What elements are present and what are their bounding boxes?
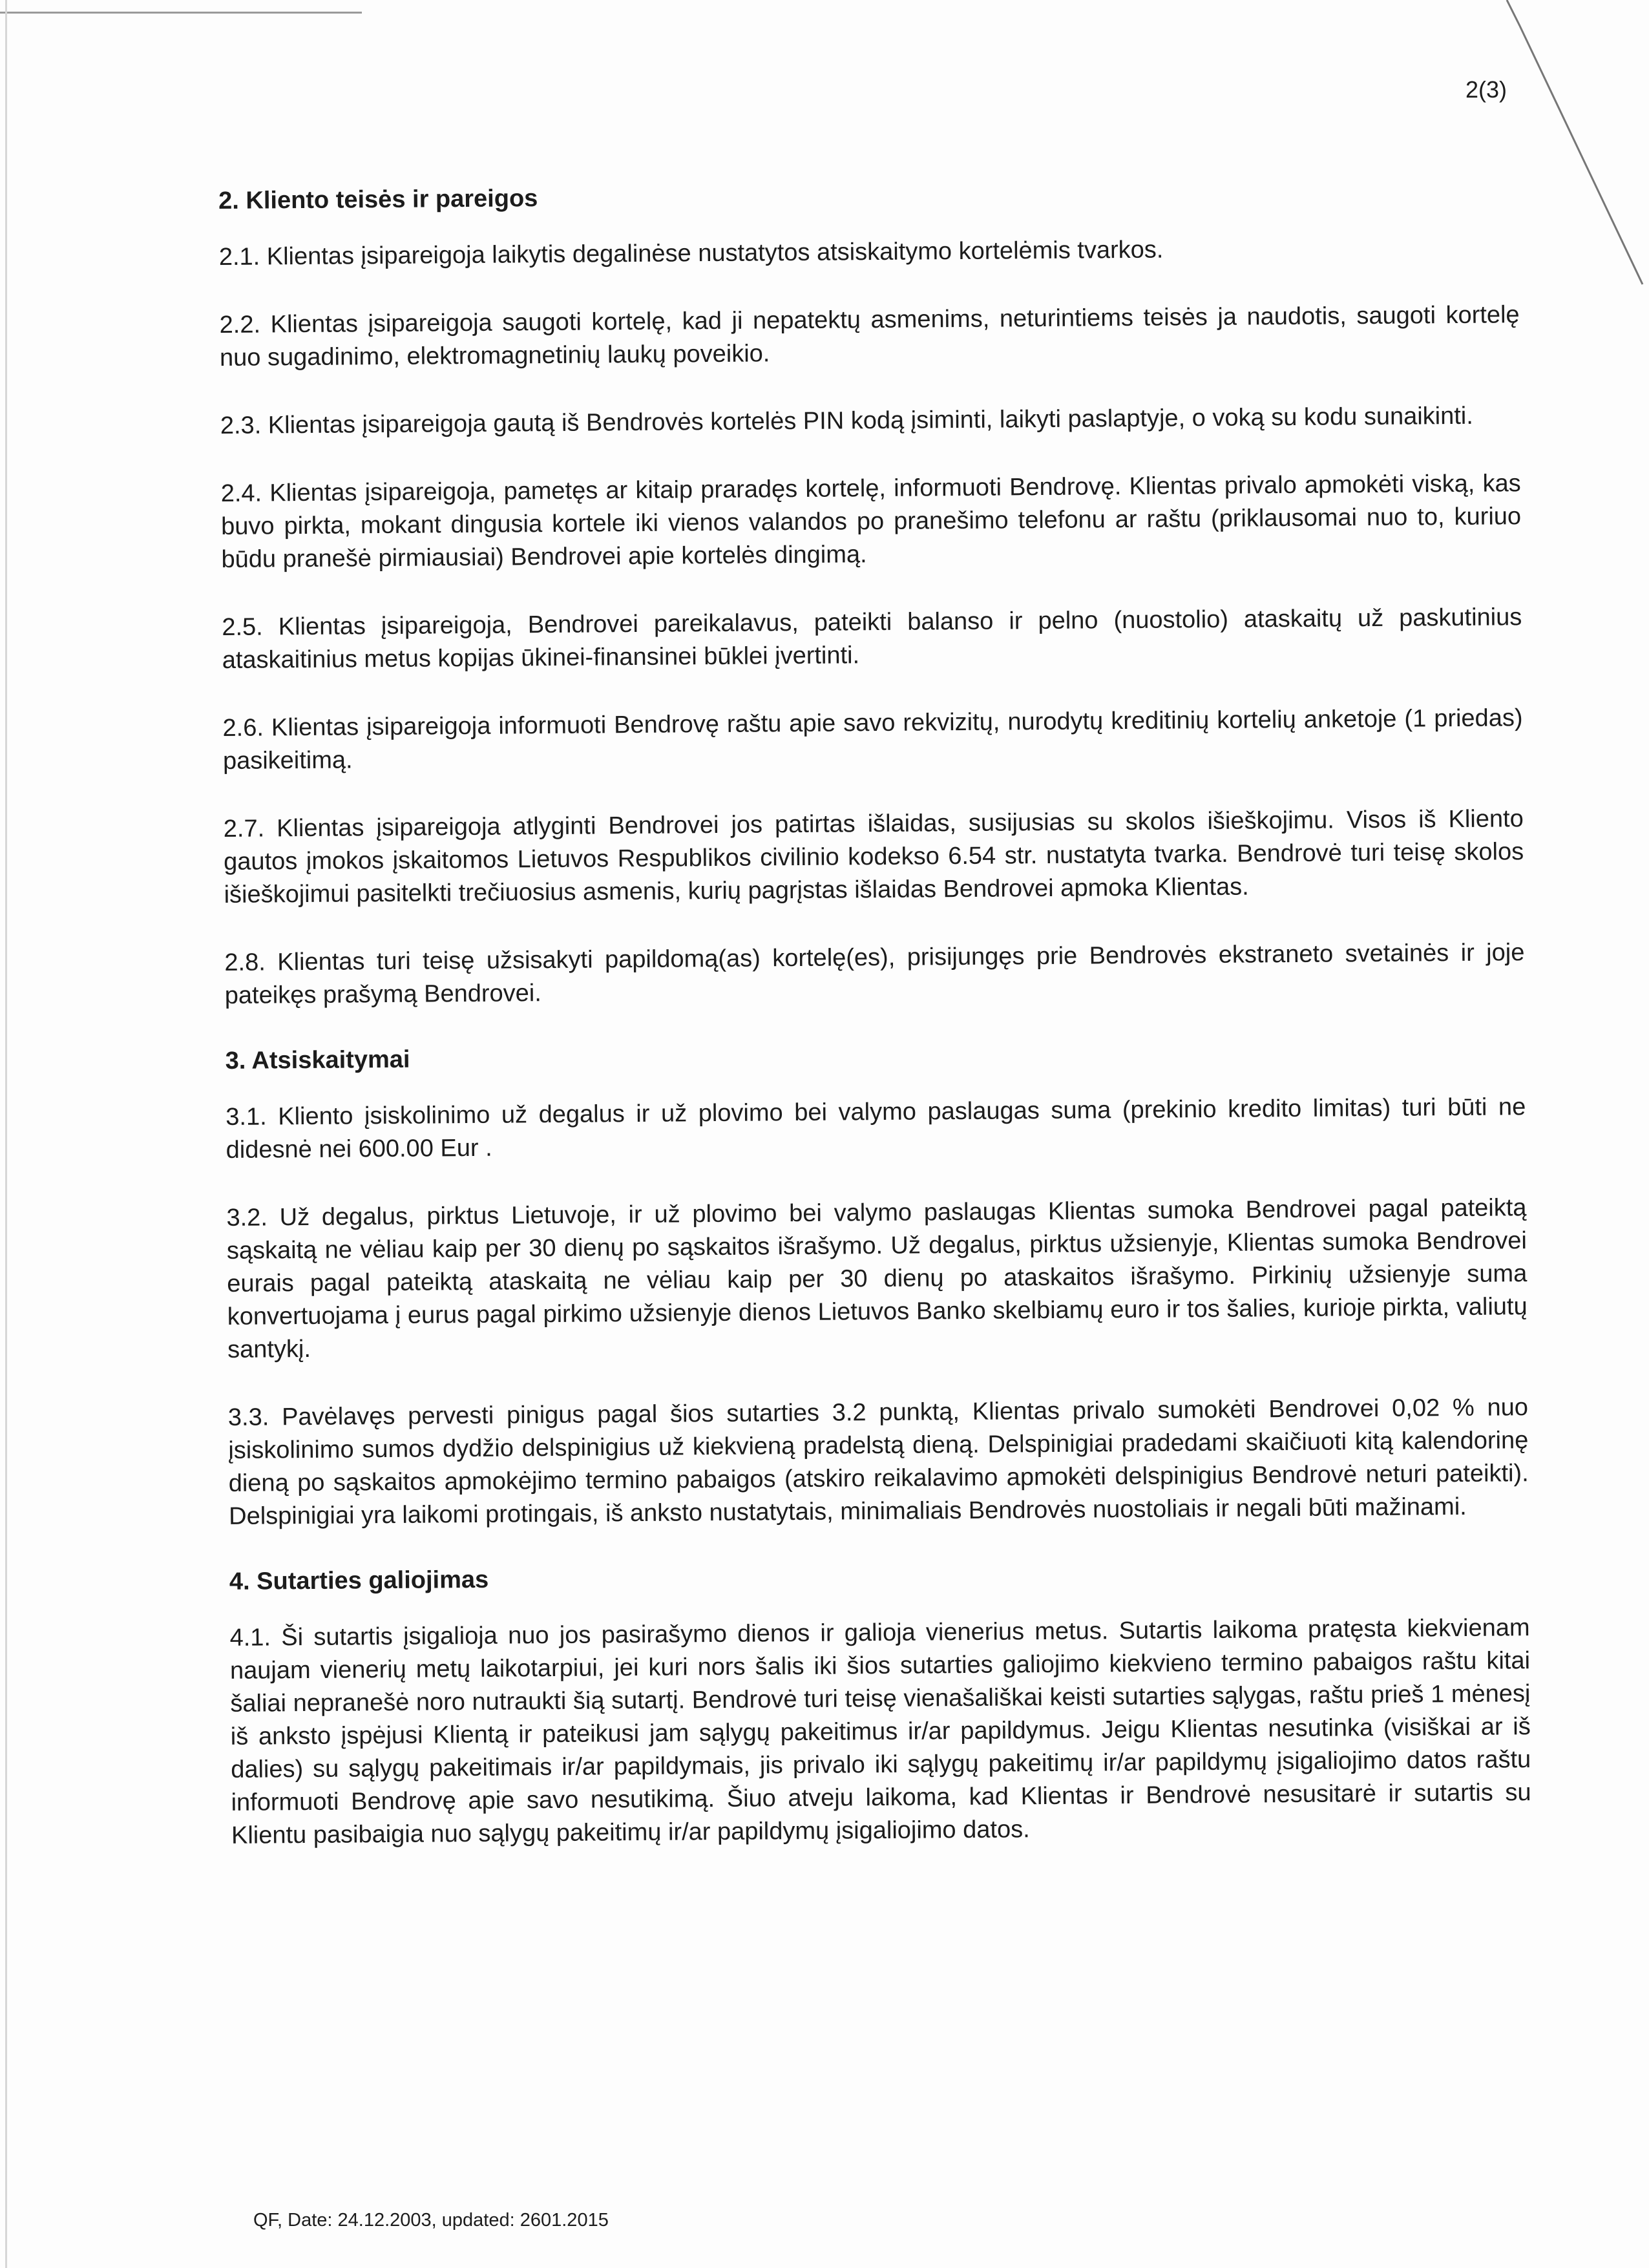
clause-2-1: 2.1. Klientas įsipareigoja laikytis degalinėse nustatytos atsiskaitymo kortelėmis tvarkos.: [218, 236, 1164, 271]
clause-4-1: 4.1. Ši sutartis įsigalioja nuo jos pasirašymo dienos ir galioja vienerius metus. Sutartis laikoma pratęsta kiekvienam naujam vienerių metų laikotarpiui, jei kuri nors šalis iki šios sutarties galiojimo kiekvieno termino pabaigos raštu kitai šaliai nepranešė noro nutraukti šią sutartį. Bendrovė turi teisę vienašališkai keisti sutarties sąlygas, raštu prieš 1 mėnesį iš anksto įspėjusi Klientą ir pateikusi jam sąlygų pakeitimus ir/ar papildymus. Jeigu Klientas nesutinka (visiškai ar iš dalies) su sąlygų pakeitimais ir/ar papildymais, jis privalo iki sąlygų pakeitimų ir/ar papildymų įsigaliojimo datos raštu informuoti Bendrovę apie savo nesutikimą. Šiuo atveju laikoma, kad Klientas ir Bendrovė nesusitarė ir sutartis su Klientu pasibaigia nuo sąlygų pakeitimų ir/ar papildymų įsigaliojimo datos.: [229, 1614, 1531, 1849]
scan-edge-line: [0, 12, 362, 14]
clause-2-7: 2.7. Klientas įsipareigoja atlyginti Bendrovei jos patirtas išlaidas, susijusias su skolos išieškojimu. Visos iš Kliento gautos įmokos įskaitomos Lietuvos Respublikos civilinio kodekso 6.54 str. nustatyta tvarka. Bendrovė turi teisę skolos išieškojimui pasitelkti trečiuosius asmenis, kurių pagrįstas išlaidas Bendrovei apmoka Klientas.: [223, 805, 1524, 908]
clause-2-8: 2.8. Klientas turi teisę užsisakyti papildomą(as) kortelę(es), prisijungęs prie Bendrovės ekstraneto svetainės ir joje pateikęs prašymą Bendrovei.: [224, 939, 1525, 1009]
clause-2-2: 2.2. Klientas įsipareigoja saugoti kortelę, kad ji nepatektų asmenims, neturintiems teisės ja naudotis, saugoti kortelę nuo sugadinimo, elektromagnetinių laukų poveikio.: [219, 301, 1520, 372]
section-client-rights: [218, 177, 1525, 1013]
scan-edge-line-left: [5, 0, 7, 2268]
section-payments: [225, 1037, 1529, 1533]
clause-2-3: 2.3. Klientas įsipareigoja gautą iš Bendrovės kortelės PIN kodą įsiminti, laikyti paslaptyje, o voką su kodu sunaikinti.: [220, 402, 1474, 439]
clause-3-2: 3.2. Už degalus, pirktus Lietuvoje, ir už plovimo bei valymo paslaugas Klientas sumoka Bendrovei pagal pateiktą sąskaitą ne vėliau kaip per 30 dienų po sąskaitos išrašymo. Už degalus, pirktus užsienyje, Klientas sumoka Bendrovei eurais pagal pateiktą ataskaitą ne vėliau kaip per 30 dienų po ataskaitos išrašymo. Pirkinių užsienyje suma konvertuojama į eurus pagal pirkimo užsienyje dienos Lietuvos Banko skelbiamų euro ir tos šalies, kurioje pirkta, valiutų santykį.: [226, 1194, 1528, 1363]
section-heading: 3. Atsiskaitymai: [225, 1045, 410, 1075]
section-validity: [229, 1558, 1531, 1853]
section-heading: 4. Sutarties galiojimas: [229, 1566, 489, 1595]
footer-date: QF, Date: 24.12.2003, updated: 2601.2015: [253, 2210, 609, 2231]
clause-2-6: 2.6. Klientas įsipareigoja informuoti Bendrovę raštu apie savo rekvizitų, nurodytų kreditinių kortelių anketoje (1 priedas) pasikeitimą.: [222, 704, 1523, 775]
clause-3-3: 3.3. Pavėlavęs pervesti pinigus pagal šios sutarties 3.2 punktą, Klientas privalo sumokėti Bendrovei 0,02 % nuo įsiskolinimo sumos dydžio delspinigius už kiekvieną pradelstą dieną. Delspinigiai pradedami skaičiuoti kitą kalendorinę dieną po sąskaitos apmokėjimo termino pabaigos (atskiro reikalavimo apmokėti delspinigius Bendrovė neturi pateikti). Delspinigiai yra laikomi protingais, iš anksto nustatytais, minimaliais Bendrovės nuostoliais ir negali būti mažinami.: [227, 1394, 1529, 1530]
section-heading: 2. Kliento teisės ir pareigos: [218, 185, 538, 215]
clause-2-4: 2.4. Klientas įsipareigoja, pametęs ar kitaip praradęs kortelę, informuoti Bendrovę. Klientas privalo apmokėti viską, kas buvo pirkta, mokant dingusia kortele iki vienos valandos po pranešimo telefonu ar raštu (priklausomai nuo to, kuriuo būdu pranešė pirmiausiai) Bendrovei apie kortelės dingimą.: [220, 470, 1522, 573]
document-body: [218, 177, 1532, 1887]
page-number: 2(3): [1465, 76, 1507, 103]
clause-2-5: 2.5. Klientas įsipareigoja, Bendrovei pareikalavus, pateikti balanso ir pelno (nuostolio) ataskaitų už paskutinius ataskaitinius metus kopijas ūkinei-finansinei būklei įvertinti.: [222, 604, 1522, 674]
clause-3-1: 3.1. Kliento įsiskolinimo už degalus ir už plovimo bei valymo paslaugas suma (prekinio kredito limitas) turi būti ne didesnė nei 600.00 Eur .: [226, 1093, 1526, 1164]
